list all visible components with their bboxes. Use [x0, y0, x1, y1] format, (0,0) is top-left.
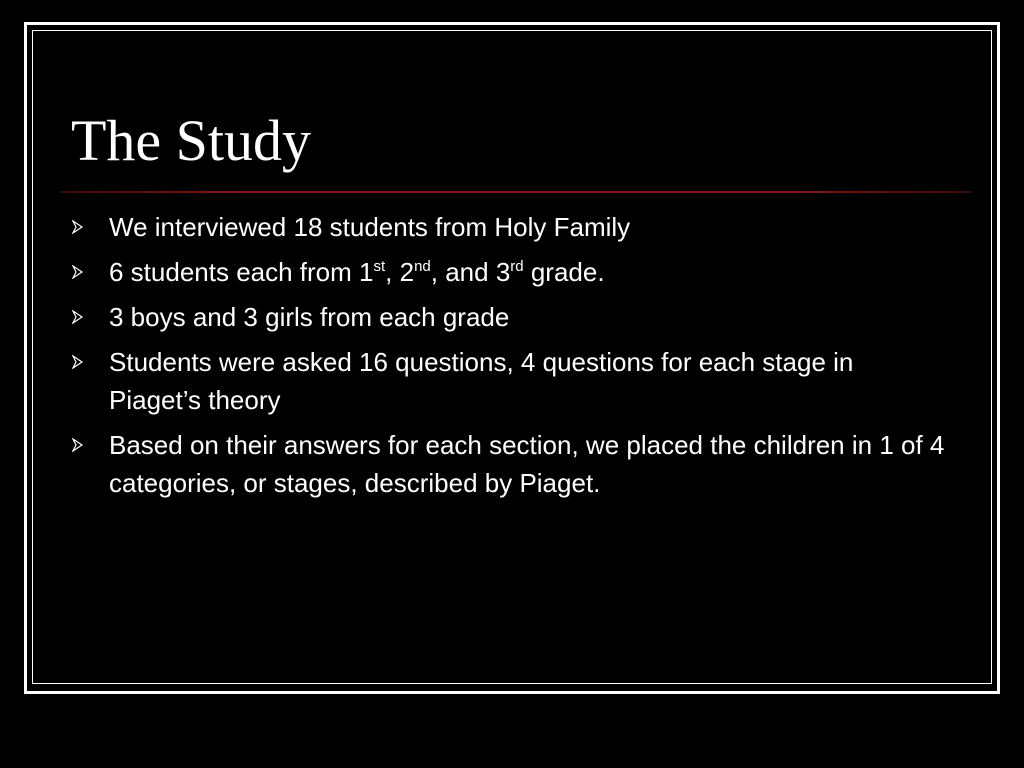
slide-title: The Study — [71, 108, 312, 173]
bullet-item — [72, 208, 952, 246]
title-divider — [60, 191, 972, 193]
open-arrow-bullet-icon — [72, 298, 88, 336]
open-arrow-bullet-icon — [72, 343, 88, 381]
bullet-text: Based on their answers for each section, we placed the children in 1 of 4 categories, or stages, described by Piaget. — [109, 430, 945, 498]
bullet-text-part: , and 3 — [430, 257, 511, 287]
ordinal-suffix: st — [373, 258, 386, 275]
bullet-item — [72, 426, 952, 502]
open-arrow-bullet-icon — [72, 253, 88, 291]
bullet-text: Students were asked 16 questions, 4 questions for each stage in Piaget’s theory — [109, 347, 854, 415]
bullet-text-part: 6 students each from 1 — [109, 257, 374, 287]
bullet-text-part: , 2 — [385, 257, 415, 287]
ordinal-suffix: nd — [414, 258, 431, 275]
bullet-text: We interviewed 18 students from Holy Family — [109, 212, 631, 242]
ordinal-suffix: rd — [510, 258, 524, 275]
bullet-text: 3 boys and 3 girls from each grade — [109, 302, 510, 332]
bullet-item — [72, 298, 952, 336]
bullet-text-part: grade. — [523, 257, 605, 287]
bullet-item — [72, 343, 952, 419]
open-arrow-bullet-icon — [72, 426, 88, 464]
bullet-text — [109, 257, 605, 287]
open-arrow-bullet-icon — [72, 208, 88, 246]
bullet-item — [72, 253, 952, 291]
bullet-list — [72, 208, 952, 509]
